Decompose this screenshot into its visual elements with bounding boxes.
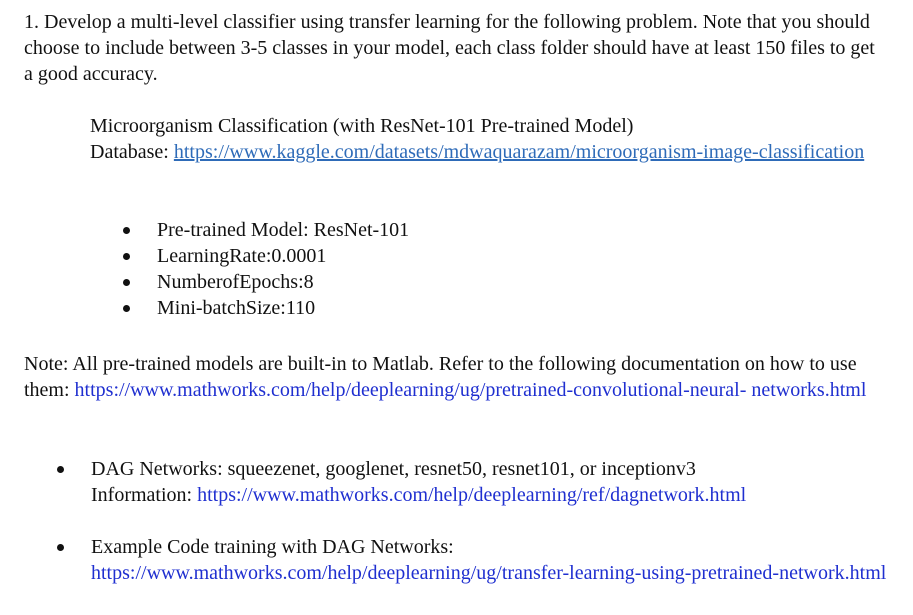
reference-text: DAG Networks: squeezenet, googlenet, resnet50, resnet101, or inceptionv3 bbox=[91, 458, 696, 480]
pretrained-docs-link[interactable]: https://www.mathworks.com/help/deeplearning/ug/pretrained-convolutional-neural- networks.html bbox=[74, 379, 867, 401]
database-link[interactable]: https://www.kaggle.com/datasets/mdwaquarazam/microorganism-image-classification bbox=[173, 141, 865, 163]
reference-list bbox=[24, 456, 904, 586]
parameter-list bbox=[90, 217, 409, 321]
dagnetwork-docs-link[interactable]: https://www.mathworks.com/help/deeplearning/ref/dagnetwork.html bbox=[197, 484, 747, 506]
parameter-item: LearningRate:0.0001 bbox=[90, 243, 409, 269]
problem-title: Microorganism Classification (with ResNet-101 Pre-trained Model) bbox=[90, 115, 634, 137]
note-paragraph bbox=[24, 351, 884, 403]
problem-block bbox=[90, 113, 890, 165]
parameter-item: Mini-batchSize:110 bbox=[90, 295, 409, 321]
reference-item-dag-networks bbox=[24, 456, 904, 508]
database-label: Database: bbox=[90, 141, 174, 163]
question-paragraph: 1. Develop a multi-level classifier using transfer learning for the following problem. Note that you should choose to include between 3-5 classes in your model, each class folder should have at least 150 files to get a good accuracy. bbox=[24, 11, 875, 85]
parameter-item: NumberofEpochs:8 bbox=[90, 269, 409, 295]
reference-item-example-code bbox=[24, 534, 904, 586]
note-text: Note: All pre-trained models are built-in to Matlab. Refer to the following documentation on how to use them: bbox=[24, 353, 857, 401]
reference-text: Example Code training with DAG Networks: bbox=[91, 536, 454, 558]
transfer-learning-example-link[interactable]: https://www.mathworks.com/help/deeplearning/ug/transfer-learning-using-pretrained-network.html bbox=[91, 562, 887, 584]
reference-label: Information: bbox=[91, 484, 198, 506]
parameter-item: Pre-trained Model: ResNet-101 bbox=[90, 217, 409, 243]
